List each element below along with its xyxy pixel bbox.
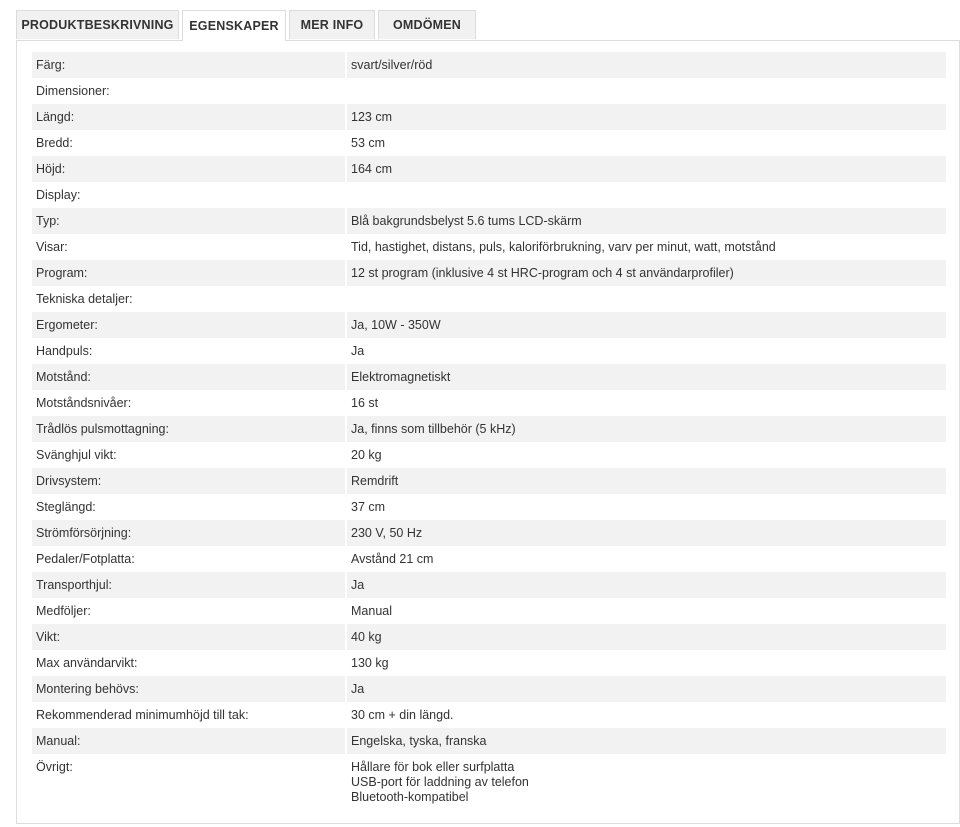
tab-mer-info[interactable]: MER INFO — [289, 10, 375, 39]
property-label: Svänghjul vikt: — [36, 448, 117, 462]
property-value-line: Bluetooth-kompatibel — [351, 790, 469, 804]
property-label: Strömförsörjning: — [32, 520, 345, 546]
property-label: Ergometer: — [32, 312, 345, 338]
table-row — [32, 182, 946, 208]
property-label: Pedaler/Fotplatta: — [36, 552, 135, 566]
table-row — [32, 572, 946, 598]
property-value-line: Hållare för bok eller surfplatta — [351, 760, 515, 774]
table-row — [32, 286, 946, 312]
property-label: Övrigt: — [36, 760, 73, 774]
property-value: Blå bakgrundsbelyst 5.6 tums LCD-skärm — [347, 208, 946, 234]
table-row — [32, 676, 946, 702]
properties-table — [30, 52, 948, 813]
property-value: 16 st — [351, 396, 379, 410]
property-value: Ja — [347, 676, 946, 702]
product-tabs — [16, 10, 960, 41]
property-value: Ja, finns som tillbehör (5 kHz) — [347, 416, 946, 442]
table-row — [32, 468, 946, 494]
property-label: Medföljer: — [36, 604, 91, 618]
property-label: Manual: — [32, 728, 345, 754]
table-row — [32, 598, 946, 624]
property-label: Typ: — [32, 208, 345, 234]
property-value: Manual — [351, 604, 392, 618]
property-label: Höjd: — [32, 156, 345, 182]
table-row — [32, 234, 946, 260]
property-label: Längd: — [32, 104, 345, 130]
table-row — [32, 754, 946, 813]
property-label: Transporthjul: — [32, 572, 345, 598]
table-row — [32, 312, 946, 338]
property-label: Motståndsnivåer: — [36, 396, 132, 410]
table-row — [32, 390, 946, 416]
tab-omdomen[interactable]: OMDÖMEN — [378, 10, 476, 39]
property-value: 130 kg — [351, 656, 389, 670]
property-value: 40 kg — [347, 624, 946, 650]
property-label: Motstånd: — [32, 364, 345, 390]
property-label: Vikt: — [32, 624, 345, 650]
property-value — [347, 754, 946, 813]
table-row — [32, 208, 946, 234]
tab-egenskaper[interactable]: EGENSKAPER — [182, 10, 286, 41]
property-value: Engelska, tyska, franska — [347, 728, 946, 754]
properties-panel — [16, 40, 960, 824]
property-value: 53 cm — [351, 136, 386, 150]
table-row — [32, 78, 946, 104]
property-label: Trådlös pulsmottagning: — [32, 416, 345, 442]
property-value: 123 cm — [347, 104, 946, 130]
property-value: 30 cm + din längd. — [351, 708, 454, 722]
table-row — [32, 338, 946, 364]
property-label: Max användarvikt: — [36, 656, 138, 670]
property-label: Drivsystem: — [32, 468, 345, 494]
property-value: 37 cm — [351, 500, 386, 514]
table-row — [32, 442, 946, 468]
property-label: Handpuls: — [36, 344, 93, 358]
property-value — [347, 182, 946, 208]
property-value: Tid, hastighet, distans, puls, kaloriförbrukning, varv per minut, watt, motstånd — [351, 240, 776, 254]
property-value: Ja, 10W - 350W — [347, 312, 946, 338]
table-row — [32, 520, 946, 546]
table-row — [32, 702, 946, 728]
table-row — [32, 650, 946, 676]
property-value: Ja — [347, 572, 946, 598]
property-label: Montering behövs: — [32, 676, 345, 702]
property-value: 164 cm — [347, 156, 946, 182]
property-value — [347, 286, 946, 312]
table-row — [32, 364, 946, 390]
table-row — [32, 104, 946, 130]
table-row — [32, 130, 946, 156]
property-value: Elektromagnetiskt — [347, 364, 946, 390]
property-value: Avstånd 21 cm — [351, 552, 434, 566]
property-value-line: USB-port för laddning av telefon — [351, 775, 529, 789]
property-label: Visar: — [36, 240, 68, 254]
property-label: Dimensioner: — [36, 84, 110, 98]
property-label: Program: — [32, 260, 345, 286]
table-row — [32, 624, 946, 650]
property-value — [347, 78, 946, 104]
property-label: Färg: — [32, 52, 345, 78]
table-row — [32, 156, 946, 182]
table-row — [32, 416, 946, 442]
property-label: Display: — [36, 188, 81, 202]
property-label: Tekniska detaljer: — [36, 292, 133, 306]
table-row — [32, 494, 946, 520]
property-value: 12 st program (inklusive 4 st HRC-program och 4 st användarprofiler) — [347, 260, 946, 286]
property-value: 20 kg — [351, 448, 382, 462]
tab-produktbeskrivning[interactable]: PRODUKTBESKRIVNING — [16, 10, 179, 39]
property-label: Rekommenderad minimumhöjd till tak: — [36, 708, 249, 722]
table-row — [32, 546, 946, 572]
property-value: svart/silver/röd — [347, 52, 946, 78]
property-value: 230 V, 50 Hz — [347, 520, 946, 546]
table-row — [32, 728, 946, 754]
property-value: Ja — [351, 344, 365, 358]
table-row — [32, 260, 946, 286]
property-label: Bredd: — [36, 136, 73, 150]
table-row — [32, 52, 946, 78]
property-value: Remdrift — [347, 468, 946, 494]
property-label: Steglängd: — [36, 500, 96, 514]
